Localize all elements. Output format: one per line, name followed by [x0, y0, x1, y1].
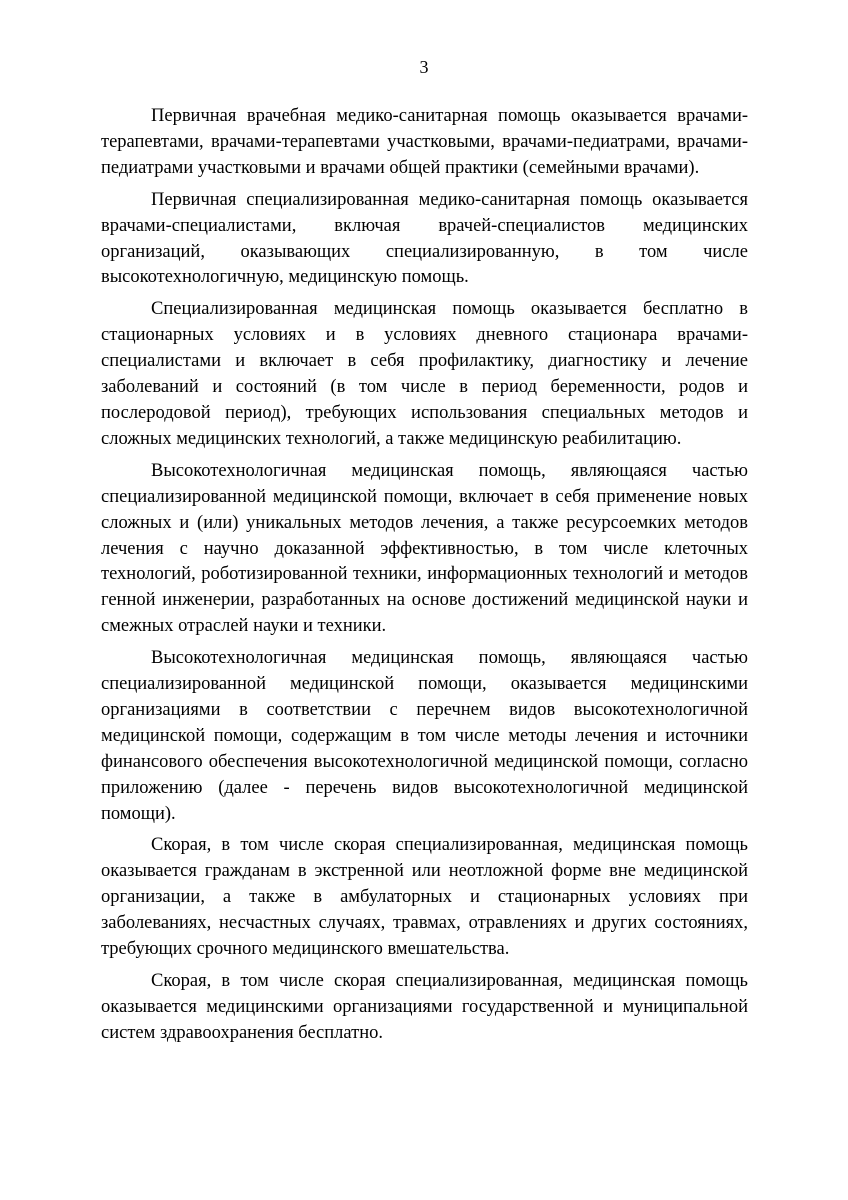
paragraph-specialized-care: Специализированная медицинская помощь оказывается бесплатно в стационарных условиях и в условиях дневного стационара врачами-специалистами и включает в себя профилактику, диагностику и лечение заболеваний и состояний (в том числе в период беременности, родов и послеродовой период), требующих использования специальных методов и сложных медицинских технологий, а также медицинскую реабилитацию. — [101, 299, 748, 449]
paragraph-high-tech-care-definition: Высокотехнологичная медицинская помощь, являющаяся частью специализированной медицинской помощи, включает в себя применение новых сложных и (или) уникальных методов лечения, а также ресурсоемких методов лечения с научно доказанной эффективностью, в том числе клеточных технологий, роботизированной техники, информационных технологий и методов генной инженерии, разработанных на основе достижений медицинской науки и смежных отраслей науки и техники. — [101, 460, 748, 637]
paragraph-primary-specialized-care: Первичная специализированная медико-санитарная помощь оказывается врачами-специалистами, включая врачей-специалистов медицинских организаций, оказывающих специализированную, в том числе высокотехнологичную, медицинскую помощь. — [101, 189, 748, 288]
paragraph-primary-physician-care: Первичная врачебная медико-санитарная помощь оказывается врачами-терапевтами, врачами-терапевтами участковыми, врачами-педиатрами, врачами-педиатрами участковыми и врачами общей практики (семейными врачами). — [101, 106, 748, 178]
paragraph-emergency-care-conditions: Скорая, в том числе скорая специализированная, медицинская помощь оказывается гражданам в экстренной или неотложной форме вне медицинской организации, а также в амбулаторных и стационарных условиях при заболеваниях, несчастных случаях, травмах, отравлениях и других состояниях, требующих срочного медицинского вмешательства. — [101, 835, 748, 960]
page-number: 3 — [419, 57, 429, 77]
paragraph-emergency-care-free: Скорая, в том числе скорая специализированная, медицинская помощь оказывается медицинскими организациями государственной и муниципальной систем здравоохранения бесплатно. — [101, 971, 748, 1043]
paragraph-high-tech-care-providers: Высокотехнологичная медицинская помощь, являющаяся частью специализированной медицинской помощи, оказывается медицинскими организациями в соответствии с перечнем видов высокотехнологичной медицинской помощи, содержащим в том числе методы лечения и источники финансового обеспечения высокотехнологичной медицинской помощи, согласно приложению (далее - перечень видов высокотехнологичной медицинской помощи). — [101, 648, 748, 824]
document-body — [101, 104, 748, 1053]
